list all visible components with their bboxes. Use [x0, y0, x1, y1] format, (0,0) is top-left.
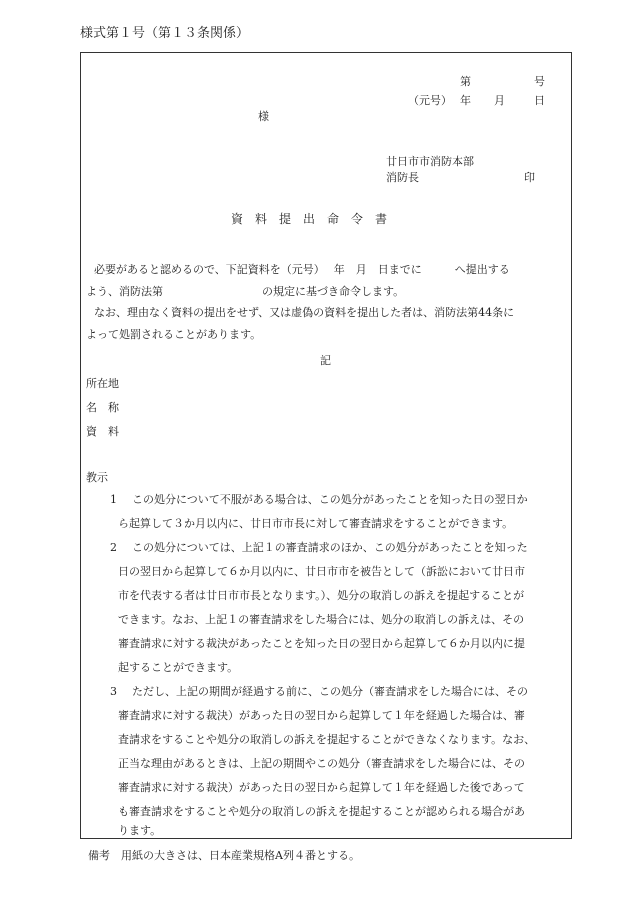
issuer-organization: 廿日市市消防本部 [386, 155, 474, 168]
instruction-3-line: 審査請求に対する裁決）があった日の翌日から起算して１年を経過した場合は、審 [118, 709, 525, 722]
instruction-2-line: 市を代表する者は廿日市市長となります。）、処分の取消しの訴えを提起することが [118, 589, 525, 602]
instruction-3-line: 査請求をすることや処分の取消しの訴えを提起することができなくなります。なお、 [118, 733, 536, 746]
date-year: 年 [460, 94, 471, 107]
instruction-1-number: 1 [110, 493, 117, 506]
number-prefix: 第 [460, 75, 471, 88]
body-p2-line2: よって処罰されることがあります。 [86, 328, 262, 341]
date-era: （元号） [408, 94, 452, 107]
instruction-2-line: 起することができます。 [118, 661, 239, 674]
issuer-title: 消防長 [386, 171, 419, 184]
form-number: 様式第１号（第１３条関係） [80, 26, 250, 41]
date-day: 日 [534, 94, 545, 107]
instruction-2-line: 日の翌日から起算して６か月以内に、廿日市市を被告として（訴訟において廿日市 [118, 565, 525, 578]
ki-label: 記 [320, 354, 331, 367]
instruction-1-line: ら起算して３か月以内に、廿日市市長に対して審査請求をすることができます。 [118, 517, 514, 530]
instruction-3-line: ります。 [118, 824, 162, 837]
instruction-1-line: この処分について不服がある場合は、この処分があったことを知った日の翌日か [132, 493, 528, 506]
instruction-3-line: も審査請求をすることや処分の取消しの訴えを提起することが認められる場合があ [118, 805, 525, 818]
field-location: 所在地 [86, 377, 119, 390]
addressee-suffix: 様 [258, 110, 269, 123]
instruction-2-line: この処分については、上記１の審査請求のほか、この処分があったことを知った [132, 541, 528, 554]
document-title: 資料提出命令書 [230, 212, 399, 226]
date-month: 月 [494, 94, 505, 107]
instruction-2-line: 審査請求に対する裁決があったことを知った日の翌日から起算して６か月以内に提 [118, 637, 525, 650]
field-name: 名 称 [86, 401, 119, 414]
instruction-3-line: 審査請求に対する裁決）があった日の翌日から起算して１年を経過した後であって [118, 781, 525, 794]
instruction-2-number: 2 [110, 541, 117, 554]
instruction-3-number: 3 [110, 685, 117, 698]
body-p2-line1: なお、理由なく資料の提出をせず、又は虚偽の資料を提出した者は、消防法第44条に [94, 306, 515, 319]
seal-mark: 印 [524, 171, 535, 184]
instructions-heading: 教示 [86, 471, 108, 484]
body-p1-line2: よう、消防法第 の規定に基づき命令します。 [86, 285, 405, 298]
instruction-3-line: ただし、上記の期間が経過する前に、この処分（審査請求をした場合には、その [132, 685, 528, 698]
number-suffix: 号 [534, 75, 545, 88]
footer-note: 備考 用紙の大きさは、日本産業規格A列４番とする。 [88, 849, 360, 862]
instruction-3-line: 正当な理由があるときは、上記の期間やこの処分（審査請求をした場合には、その [118, 757, 525, 770]
field-materials: 資 料 [86, 425, 119, 438]
body-p1-line1: 必要があると認めるので、下記資料を（元号） 年 月 日までに へ提出する [94, 263, 510, 276]
instruction-2-line: できます。なお、上記１の審査請求をした場合には、処分の取消しの訴えは、その [118, 613, 525, 626]
